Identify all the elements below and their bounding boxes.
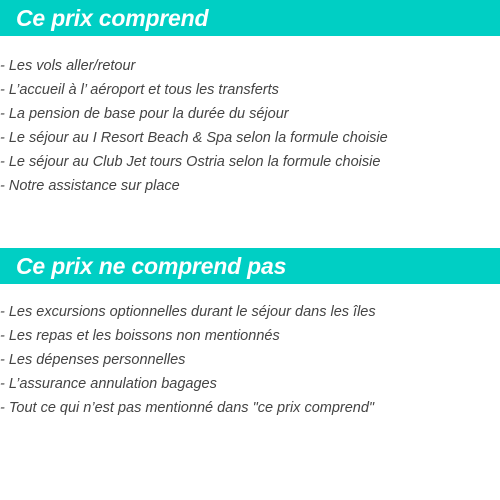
list-item: - L’assurance annulation bagages xyxy=(0,376,217,392)
excluded-title: Ce prix ne comprend pas xyxy=(16,252,287,279)
excluded-list xyxy=(0,300,500,420)
list-item: - Tout ce qui n’est pas mentionné dans "ce prix comprend" xyxy=(0,400,375,416)
included-list xyxy=(0,54,500,198)
list-item: - Les repas et les boissons non mentionnés xyxy=(0,328,280,344)
excluded-header xyxy=(0,248,500,284)
list-item: - Le séjour au I Resort Beach & Spa selon la formule choisie xyxy=(0,130,388,146)
list-item: - La pension de base pour la durée du séjour xyxy=(0,106,289,122)
list-item: - L’accueil à l’ aéroport et tous les transferts xyxy=(0,82,279,98)
included-header xyxy=(0,0,500,36)
list-item: - Les excursions optionnelles durant le séjour dans les îles xyxy=(0,304,376,320)
list-item: - Le séjour au Club Jet tours Ostria selon la formule choisie xyxy=(0,154,381,170)
list-item: - Les dépenses personnelles xyxy=(0,352,186,368)
included-title: Ce prix comprend xyxy=(16,4,209,31)
list-item: - Les vols aller/retour xyxy=(0,58,136,74)
list-item: - Notre assistance sur place xyxy=(0,178,180,194)
